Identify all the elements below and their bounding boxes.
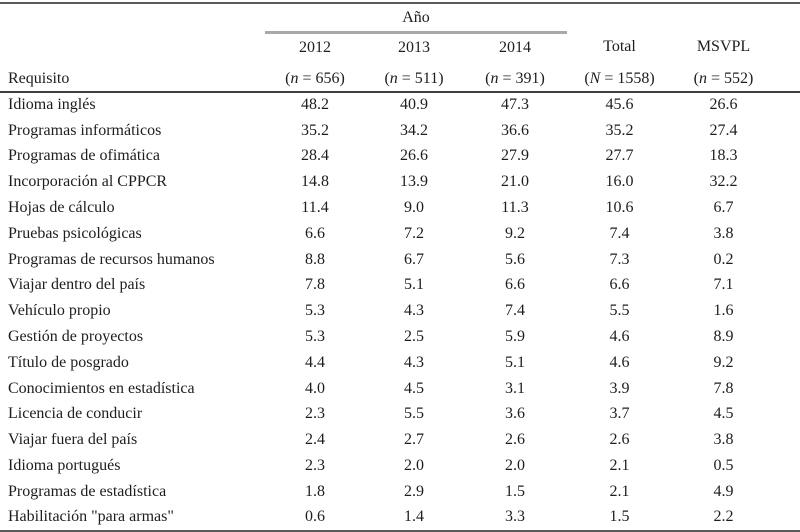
requisito-cell: Programas de recursos humanos [8, 250, 215, 268]
spacer-cell [775, 402, 800, 428]
value-cell: 4.6 [609, 328, 630, 346]
value-cell: 32.2 [709, 173, 738, 191]
n-open: ( [693, 70, 699, 87]
col-n-2013 [365, 61, 463, 92]
value-cell: 35.2 [605, 121, 634, 139]
value-cell: 47.3 [501, 96, 529, 114]
value-cell: 3.3 [505, 508, 525, 526]
value-cell: 21.0 [501, 173, 529, 191]
value-cell: 1.6 [713, 302, 734, 320]
value-cell: 5.6 [505, 250, 525, 268]
value-cell: 1.5 [505, 482, 525, 500]
spacer-cell [775, 350, 800, 376]
col-header-2014: 2014 [499, 38, 531, 56]
requisito-cell: Idioma inglés [8, 96, 96, 114]
value-cell: 0.2 [713, 250, 734, 268]
requisito-cell: Idioma portugués [8, 457, 121, 475]
requisito-cell: Programas de estadística [8, 482, 167, 500]
value-cell: 45.6 [605, 96, 634, 114]
spacer-cell [775, 298, 800, 324]
col-n-total [567, 61, 672, 92]
value-cell: 26.6 [709, 96, 738, 114]
table-row [0, 144, 800, 170]
requisito-cell: Hojas de cálculo [8, 199, 115, 217]
value-cell: 36.6 [501, 121, 529, 139]
requisito-cell: Viajar fuera del país [8, 431, 138, 449]
table-row [0, 118, 800, 144]
col-header-msvpl: MSVPL [696, 37, 751, 55]
requisito-cell: Conocimientos en estadística [8, 379, 195, 397]
spacer-cell [775, 221, 800, 247]
spacer-cell [775, 453, 800, 479]
spacer-cell [775, 273, 800, 299]
requisito-cell: Licencia de conducir [8, 405, 143, 423]
value-cell: 7.1 [713, 276, 734, 294]
value-cell: 3.8 [713, 224, 734, 242]
spacer-cell [775, 247, 800, 273]
spacer-cell [775, 376, 800, 402]
requisito-cell: Gestión de proyectos [8, 328, 144, 346]
value-cell: 2.6 [609, 431, 630, 449]
value-cell: 8.9 [713, 328, 734, 346]
table-row [0, 298, 800, 324]
value-cell: 5.5 [404, 405, 424, 423]
spacer-cell [775, 118, 800, 144]
n-rest: = 391) [498, 70, 545, 87]
stub-header: Requisito [0, 61, 265, 92]
value-cell: 4.3 [404, 353, 424, 371]
table-row [0, 92, 800, 118]
n-rest: = 511) [397, 70, 444, 87]
requisito-cell: Programas de ofimática [8, 147, 160, 165]
value-cell: 2.6 [505, 431, 525, 449]
value-cell: 2.4 [305, 431, 325, 449]
value-cell: 11.4 [301, 199, 329, 217]
value-cell: 5.5 [609, 302, 630, 320]
empty-cell [775, 33, 800, 62]
value-cell: 14.8 [301, 173, 329, 191]
table-row [0, 169, 800, 195]
value-cell: 3.1 [505, 379, 525, 397]
table-row [0, 273, 800, 299]
n-var: n [490, 70, 499, 87]
value-cell: 18.3 [709, 147, 738, 165]
value-cell: 4.9 [713, 482, 734, 500]
n-var: n [698, 70, 707, 87]
spacer-cell [775, 427, 800, 453]
empty-cell [775, 61, 800, 92]
table-row [0, 402, 800, 428]
empty-cell [567, 3, 672, 33]
table-row [0, 479, 800, 505]
requisito-cell: Pruebas psicológicas [8, 224, 142, 242]
value-cell: 4.0 [305, 379, 325, 397]
col-header-total: Total [603, 37, 636, 55]
table-row [0, 247, 800, 273]
spacer-cell [775, 169, 800, 195]
sample-size-row [0, 61, 800, 92]
requisito-cell: Programas informáticos [8, 121, 162, 139]
value-cell: 2.3 [305, 405, 325, 423]
requisito-cell: Incorporación al CPPCR [8, 173, 168, 191]
value-cell: 3.7 [609, 405, 630, 423]
value-cell: 35.2 [301, 121, 329, 139]
spacer-cell [775, 324, 800, 350]
requisito-cell: Habilitación "para armas" [8, 508, 174, 526]
value-cell: 1.8 [305, 482, 325, 500]
spacer-cell [775, 479, 800, 505]
value-cell: 2.0 [505, 457, 525, 475]
value-cell: 6.6 [609, 276, 630, 294]
value-cell: 6.6 [305, 224, 325, 242]
n-open: ( [285, 70, 291, 87]
year-spanner-header: Año [265, 3, 567, 33]
n-open: ( [485, 70, 491, 87]
column-label-row [0, 33, 800, 62]
value-cell: 4.5 [404, 379, 424, 397]
value-cell: 4.4 [305, 353, 325, 371]
value-cell: 8.8 [305, 250, 325, 268]
col-header-2013: 2013 [398, 38, 430, 56]
value-cell: 40.9 [400, 96, 428, 114]
value-cell: 0.6 [305, 508, 325, 526]
empty-cell [775, 3, 800, 33]
value-cell: 5.1 [505, 353, 525, 371]
value-cell: 2.1 [609, 482, 630, 500]
value-cell: 3.8 [713, 431, 734, 449]
value-cell: 7.2 [404, 224, 424, 242]
value-cell: 6.7 [713, 199, 734, 217]
value-cell: 7.8 [713, 379, 734, 397]
value-cell: 2.7 [404, 431, 424, 449]
requisito-cell: Vehículo propio [8, 302, 111, 320]
n-rest: = 656) [298, 70, 345, 87]
value-cell: 4.5 [713, 405, 734, 423]
table-row [0, 505, 800, 531]
table-row [0, 427, 800, 453]
value-cell: 48.2 [301, 96, 329, 114]
value-cell: 2.3 [305, 457, 325, 475]
n-rest: = 552) [706, 70, 754, 87]
value-cell: 1.4 [404, 508, 424, 526]
n-open: ( [384, 70, 390, 87]
table-row [0, 221, 800, 247]
value-cell: 7.3 [609, 250, 630, 268]
value-cell: 2.2 [713, 508, 734, 526]
requirements-table [0, 2, 800, 532]
value-cell: 26.6 [400, 147, 428, 165]
value-cell: 5.1 [404, 276, 424, 294]
value-cell: 11.3 [501, 199, 529, 217]
value-cell: 5.3 [305, 302, 325, 320]
value-cell: 6.6 [505, 276, 525, 294]
value-cell: 10.6 [605, 199, 634, 217]
table-row [0, 195, 800, 221]
value-cell: 4.6 [609, 353, 630, 371]
table-row [0, 350, 800, 376]
value-cell: 28.4 [301, 147, 329, 165]
table-row [0, 376, 800, 402]
n-open: ( [584, 70, 590, 87]
value-cell: 2.9 [404, 482, 424, 500]
spanner-row [0, 3, 800, 33]
col-n-2014 [463, 61, 567, 92]
n-var: n [389, 70, 398, 87]
value-cell: 2.0 [404, 457, 424, 475]
col-n-msvpl [672, 61, 775, 92]
spacer-cell [775, 195, 800, 221]
requisito-cell: Título de posgrado [8, 353, 129, 371]
value-cell: 34.2 [400, 121, 428, 139]
empty-cell [672, 3, 775, 33]
value-cell: 2.5 [404, 328, 424, 346]
spacer-cell [775, 92, 800, 118]
value-cell: 16.0 [605, 173, 634, 191]
spacer-cell [775, 144, 800, 170]
value-cell: 7.4 [505, 302, 525, 320]
empty-cell [0, 33, 265, 62]
value-cell: 5.3 [305, 328, 325, 346]
table-row [0, 324, 800, 350]
value-cell: 9.2 [505, 224, 525, 242]
value-cell: 27.7 [605, 147, 634, 165]
table-body [0, 92, 800, 531]
value-cell: 3.6 [505, 405, 525, 423]
empty-cell [0, 3, 265, 33]
value-cell: 5.9 [505, 328, 525, 346]
value-cell: 1.5 [609, 508, 630, 526]
col-n-2012 [265, 61, 365, 92]
col-header-2012: 2012 [299, 38, 331, 56]
value-cell: 9.0 [404, 199, 424, 217]
value-cell: 27.4 [709, 121, 738, 139]
spacer-cell [775, 505, 800, 531]
value-cell: 7.8 [305, 276, 325, 294]
value-cell: 0.5 [713, 457, 734, 475]
n-var: N [589, 70, 601, 87]
value-cell: 27.9 [501, 147, 529, 165]
value-cell: 6.7 [404, 250, 424, 268]
value-cell: 2.1 [609, 457, 630, 475]
requisito-cell: Viajar dentro del país [8, 276, 146, 294]
value-cell: 13.9 [400, 173, 428, 191]
value-cell: 7.4 [609, 224, 630, 242]
value-cell: 9.2 [713, 353, 734, 371]
table-header [0, 3, 800, 92]
n-rest: = 1558) [600, 70, 655, 87]
table-row [0, 453, 800, 479]
n-var: n [290, 70, 299, 87]
value-cell: 3.9 [609, 379, 630, 397]
value-cell: 4.3 [404, 302, 424, 320]
